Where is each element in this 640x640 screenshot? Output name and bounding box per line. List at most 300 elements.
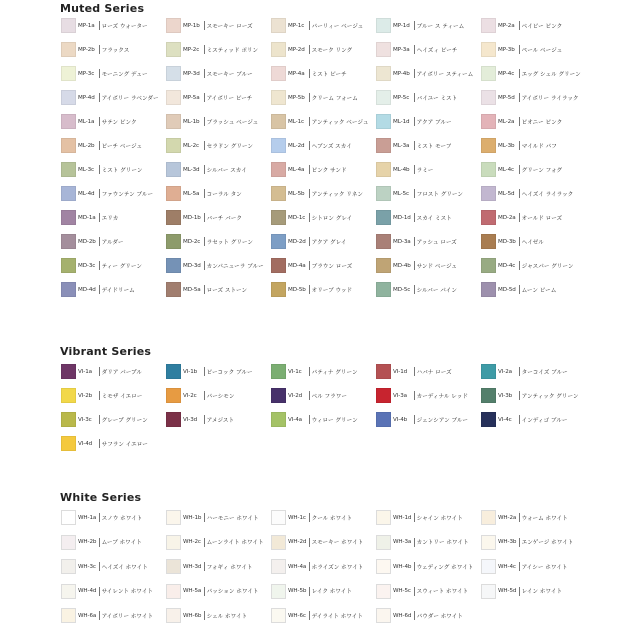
color-name: ホライズン ホワイト <box>311 564 364 571</box>
color-chip <box>271 608 286 623</box>
color-code: MP-2b <box>78 46 95 53</box>
color-name: パティナ グリーン <box>311 369 358 376</box>
swatch-item <box>61 582 166 601</box>
color-chip <box>376 364 391 379</box>
color-name: スモーキー ローズ <box>206 23 253 30</box>
swatch-item <box>61 434 166 453</box>
color-name: カントリー ホワイト <box>416 540 469 546</box>
separator <box>204 93 205 102</box>
color-name: ピーコック ブルー <box>206 369 253 376</box>
color-chip <box>376 90 391 105</box>
separator <box>519 213 520 222</box>
separator <box>99 69 100 78</box>
color-chip <box>61 18 76 33</box>
separator <box>414 587 415 596</box>
separator <box>99 611 100 620</box>
separator <box>414 141 415 150</box>
color-code: MP-5c <box>393 94 410 101</box>
color-name: ラセット グリーン <box>206 239 254 246</box>
color-name: ベル フラワー <box>311 393 347 400</box>
separator <box>99 93 100 102</box>
swatch-item <box>271 557 376 576</box>
separator <box>99 237 100 246</box>
color-name: クール ホワイト <box>311 515 353 522</box>
swatch-item <box>481 508 586 527</box>
swatch-item <box>376 112 481 131</box>
separator <box>519 538 520 547</box>
color-code: MP-1b <box>183 22 200 29</box>
color-chip <box>166 282 181 297</box>
color-name: スモーク リング <box>311 47 353 54</box>
separator <box>519 141 520 150</box>
swatch-item <box>481 64 586 83</box>
separator <box>519 93 520 102</box>
color-code: VI-3d <box>183 416 198 423</box>
color-code: ML-2c <box>183 142 199 149</box>
swatch-item <box>166 362 271 381</box>
separator <box>99 538 100 547</box>
color-name: ターコイズ ブルー <box>521 369 568 376</box>
separator <box>309 93 310 102</box>
color-name: モーニング デュー <box>101 71 148 78</box>
separator <box>309 261 310 270</box>
color-code: ML-1d <box>393 118 410 125</box>
swatch-item <box>166 16 271 35</box>
swatch-grid-white <box>61 508 586 625</box>
color-code: MD-5b <box>288 286 306 293</box>
separator <box>204 69 205 78</box>
color-code: MP-5b <box>288 94 305 101</box>
separator <box>414 562 415 571</box>
separator <box>309 141 310 150</box>
color-name: パーシモン <box>206 393 235 400</box>
color-chip <box>271 364 286 379</box>
color-name: ローズ ストーン <box>206 287 248 294</box>
color-name: ローズ ウォーター <box>101 23 148 30</box>
color-chip <box>61 364 76 379</box>
color-chip <box>61 162 76 177</box>
color-code: MP-3c <box>78 70 95 77</box>
color-name: ヘイゼル <box>521 239 544 246</box>
swatch-grid-muted <box>61 16 586 299</box>
separator <box>414 261 415 270</box>
separator <box>309 45 310 54</box>
color-chip <box>376 388 391 403</box>
separator <box>99 189 100 198</box>
swatch-item <box>61 88 166 107</box>
color-code: WH-6c <box>288 612 306 619</box>
color-chip <box>166 90 181 105</box>
swatch-item <box>271 582 376 601</box>
color-chip <box>61 114 76 129</box>
separator <box>414 165 415 174</box>
color-name: レイン ホワイト <box>521 589 563 595</box>
separator <box>519 21 520 30</box>
separator <box>309 391 310 400</box>
color-chip <box>271 66 286 81</box>
swatch-item <box>166 136 271 155</box>
separator <box>204 237 205 246</box>
separator <box>309 21 310 30</box>
color-code: MD-4d <box>78 286 96 293</box>
color-chip <box>166 535 181 550</box>
color-name: マイルド パフ <box>521 143 557 150</box>
swatch-item <box>481 112 586 131</box>
color-name: アイボリー スティーム <box>416 71 474 78</box>
color-code: ML-1c <box>288 118 304 125</box>
color-code: ML-1a <box>78 118 95 125</box>
swatch-item <box>271 112 376 131</box>
color-chip <box>271 234 286 249</box>
color-code: ML-5c <box>393 190 409 197</box>
color-chip <box>61 584 76 599</box>
swatch-item <box>61 16 166 35</box>
swatch-item <box>481 208 586 227</box>
color-code: MP-1d <box>393 22 410 29</box>
color-chip <box>271 186 286 201</box>
color-name: ミスト グリーン <box>101 167 143 174</box>
color-chip <box>166 186 181 201</box>
color-code: VI-2d <box>288 392 303 399</box>
separator <box>99 439 100 448</box>
color-name: クリーム フォーム <box>311 95 358 102</box>
separator <box>99 415 100 424</box>
color-code: ML-3d <box>183 166 200 173</box>
color-chip <box>61 42 76 57</box>
color-name: ベイビー ピンク <box>521 23 563 30</box>
color-name: アイボリー ピーチ <box>206 95 253 102</box>
swatch-item <box>481 582 586 601</box>
color-name: シトロン グレイ <box>311 215 353 222</box>
separator <box>414 513 415 522</box>
separator <box>99 117 100 126</box>
color-name: セラドン グリーン <box>206 143 254 150</box>
color-code: WH-4b <box>393 563 412 570</box>
color-code: WH-1d <box>393 514 412 521</box>
swatch-item <box>166 280 271 299</box>
swatch-item <box>61 40 166 59</box>
color-code: ML-2b <box>78 142 95 149</box>
color-chip <box>271 258 286 273</box>
color-name: エリカ <box>101 215 119 222</box>
color-name: ウォーム ホワイト <box>521 515 568 522</box>
swatch-item <box>481 410 586 429</box>
color-code: WH-2b <box>78 539 97 545</box>
color-code: MD-1d <box>393 214 411 221</box>
color-chip <box>271 42 286 57</box>
color-code: WH-5a <box>183 588 202 594</box>
swatch-item <box>61 64 166 83</box>
color-code: MD-3c <box>78 262 96 269</box>
swatch-item <box>271 40 376 59</box>
separator <box>414 117 415 126</box>
color-name: レイク ホワイト <box>311 589 352 595</box>
separator <box>414 21 415 30</box>
color-code: WH-4d <box>78 588 97 594</box>
color-chip <box>61 210 76 225</box>
color-name: ジェンシアン ブルー <box>416 417 469 424</box>
swatch-item <box>376 232 481 251</box>
color-chip <box>481 559 496 574</box>
color-name: ヘブンズ スカイ <box>311 143 352 150</box>
separator <box>519 165 520 174</box>
separator <box>519 587 520 596</box>
color-name: ファウンテン ブルー <box>101 191 154 198</box>
separator <box>414 189 415 198</box>
color-code: WH-1c <box>288 514 306 521</box>
color-chip <box>166 18 181 33</box>
color-code: MP-1a <box>78 22 95 29</box>
color-code: MP-2a <box>498 22 515 29</box>
separator <box>309 285 310 294</box>
color-code: MD-1a <box>78 214 96 221</box>
color-code: WH-5b <box>288 588 307 594</box>
color-code: WH-6d <box>393 612 412 619</box>
color-code: WH-3c <box>78 563 96 570</box>
color-name: アクア ブルー <box>416 119 452 126</box>
color-code: MD-3b <box>498 238 516 245</box>
separator <box>519 261 520 270</box>
swatch-item <box>166 386 271 405</box>
separator <box>519 45 520 54</box>
swatch-item <box>376 582 481 601</box>
color-name: ピーチ ベージュ <box>101 143 143 150</box>
color-code: MP-5a <box>183 94 200 101</box>
color-chip <box>481 210 496 225</box>
color-chip <box>376 584 391 599</box>
color-name: スモーキー ホワイト <box>311 540 364 546</box>
color-chip <box>61 388 76 403</box>
color-chip <box>271 18 286 33</box>
color-chip <box>376 18 391 33</box>
color-code: MD-2c <box>183 238 201 245</box>
color-code: MD-2b <box>78 238 96 245</box>
section-title-white: White Series <box>60 491 142 504</box>
separator <box>309 587 310 596</box>
color-name: インディゴ ブルー <box>521 417 568 424</box>
swatch-item <box>166 40 271 59</box>
separator <box>519 189 520 198</box>
color-code: ML-5d <box>498 190 515 197</box>
color-chip <box>481 138 496 153</box>
color-chip <box>376 186 391 201</box>
color-code: ML-4b <box>393 166 410 173</box>
color-chip <box>481 18 496 33</box>
color-chip <box>61 608 76 623</box>
separator <box>204 391 205 400</box>
swatch-item <box>166 208 271 227</box>
color-chip <box>481 162 496 177</box>
color-code: MP-2d <box>288 46 305 53</box>
color-name: アイボリー ホワイト <box>101 613 154 620</box>
color-name: アイボリー ラベンダー <box>101 95 159 102</box>
color-chip <box>481 388 496 403</box>
swatch-item <box>481 533 586 552</box>
color-name: ミスト ピーチ <box>311 71 347 78</box>
color-code: ML-3b <box>498 142 515 149</box>
separator <box>519 562 520 571</box>
color-code: VI-2c <box>183 392 197 399</box>
color-name: バイユー ミスト <box>416 95 458 102</box>
color-chip <box>61 510 76 525</box>
color-name: ミスティッド ポリン <box>206 47 259 54</box>
color-code: WH-1b <box>183 514 202 521</box>
color-name: ミモザ イエロー <box>101 393 143 400</box>
separator <box>414 93 415 102</box>
color-code: WH-4c <box>498 563 516 570</box>
swatch-item <box>376 557 481 576</box>
separator <box>519 117 520 126</box>
color-name: グレープ グリーン <box>101 417 148 424</box>
color-chip <box>166 364 181 379</box>
color-chip <box>376 114 391 129</box>
swatch-item <box>481 136 586 155</box>
separator <box>204 611 205 620</box>
swatch-item <box>376 533 481 552</box>
swatch-item <box>376 280 481 299</box>
swatch-item <box>271 64 376 83</box>
color-code: VI-2a <box>498 368 512 375</box>
color-name: ヘイズィ ピーチ <box>416 47 458 54</box>
color-code: WH-2a <box>498 514 517 521</box>
color-chip <box>481 66 496 81</box>
color-name: ヘイズイ ライラック <box>521 191 574 198</box>
color-chip <box>376 535 391 550</box>
color-chip <box>271 90 286 105</box>
color-code: WH-2d <box>288 539 307 545</box>
swatch-item <box>166 160 271 179</box>
color-code: VI-3c <box>78 416 92 423</box>
swatch-item <box>61 533 166 552</box>
color-chip <box>376 210 391 225</box>
color-chip <box>271 282 286 297</box>
separator <box>414 367 415 376</box>
color-chip <box>481 234 496 249</box>
color-code: ML-2d <box>288 142 305 149</box>
color-code: WH-6a <box>78 612 97 619</box>
swatch-item <box>376 208 481 227</box>
swatch-item <box>376 362 481 381</box>
swatch-item <box>61 208 166 227</box>
separator <box>309 69 310 78</box>
color-chip <box>61 138 76 153</box>
color-chip <box>166 66 181 81</box>
color-chip <box>271 138 286 153</box>
separator <box>204 213 205 222</box>
color-name: フラックス <box>101 47 130 54</box>
swatch-item <box>61 410 166 429</box>
swatch-grid-vibrant <box>61 362 586 453</box>
swatch-item <box>61 232 166 251</box>
color-code: ML-4c <box>498 166 514 173</box>
color-chip <box>481 42 496 57</box>
color-code: MD-3a <box>393 238 411 245</box>
separator <box>99 285 100 294</box>
color-code: WH-4a <box>288 563 307 570</box>
color-name: ハバナ ローズ <box>416 369 452 376</box>
swatch-item <box>271 533 376 552</box>
color-chip <box>271 412 286 427</box>
separator <box>99 141 100 150</box>
section-title-muted: Muted Series <box>60 2 145 15</box>
separator <box>309 611 310 620</box>
color-code: MP-5d <box>498 94 515 101</box>
swatch-item <box>61 557 166 576</box>
color-code: WH-3a <box>393 539 412 545</box>
color-name: ラミー <box>416 167 434 174</box>
separator <box>99 45 100 54</box>
separator <box>414 391 415 400</box>
color-name: オリーブ ウッド <box>311 287 353 294</box>
color-name: アイボリー ライラック <box>521 95 579 102</box>
color-name: アクア グレイ <box>311 239 347 246</box>
separator <box>414 285 415 294</box>
separator <box>204 587 205 596</box>
swatch-item <box>376 606 481 625</box>
color-code: MP-3a <box>393 46 410 53</box>
color-code: VI-1c <box>288 368 302 375</box>
separator <box>519 237 520 246</box>
swatch-item <box>271 16 376 35</box>
separator <box>414 213 415 222</box>
separator <box>309 237 310 246</box>
swatch-item <box>376 256 481 275</box>
color-code: MD-1c <box>288 214 306 221</box>
color-code: MD-5c <box>393 286 411 293</box>
swatch-item <box>271 208 376 227</box>
color-chip <box>61 234 76 249</box>
swatch-item <box>376 64 481 83</box>
color-chip <box>376 412 391 427</box>
color-code: ML-3a <box>393 142 410 149</box>
color-code: ML-5a <box>183 190 200 197</box>
separator <box>204 45 205 54</box>
separator <box>204 562 205 571</box>
color-chip <box>166 258 181 273</box>
color-code: WH-3d <box>183 563 202 570</box>
swatch-item <box>481 184 586 203</box>
separator <box>414 237 415 246</box>
swatch-item <box>481 160 586 179</box>
swatch-item <box>481 16 586 35</box>
separator <box>204 141 205 150</box>
color-name: スウィート ホワイト <box>416 589 469 595</box>
swatch-item <box>271 606 376 625</box>
swatch-item <box>376 16 481 35</box>
swatch-item <box>61 362 166 381</box>
color-name: シルバー パイン <box>416 287 457 294</box>
separator <box>414 415 415 424</box>
separator <box>99 562 100 571</box>
color-chip <box>271 162 286 177</box>
color-code: ML-2a <box>498 118 515 125</box>
color-chip <box>166 210 181 225</box>
color-chip <box>376 138 391 153</box>
color-name: アッシュ ローズ <box>416 239 457 246</box>
separator <box>204 415 205 424</box>
color-code: WH-1a <box>78 514 97 521</box>
color-chip <box>166 559 181 574</box>
color-code: MD-3d <box>183 262 201 269</box>
separator <box>204 513 205 522</box>
color-chip <box>376 258 391 273</box>
color-name: ダリア パープル <box>101 369 143 376</box>
color-name: カンパニューラ ブルー <box>206 263 264 270</box>
color-chip <box>481 186 496 201</box>
swatch-item <box>271 362 376 381</box>
color-chip <box>166 114 181 129</box>
color-name: サイレント ホワイト <box>101 589 154 595</box>
